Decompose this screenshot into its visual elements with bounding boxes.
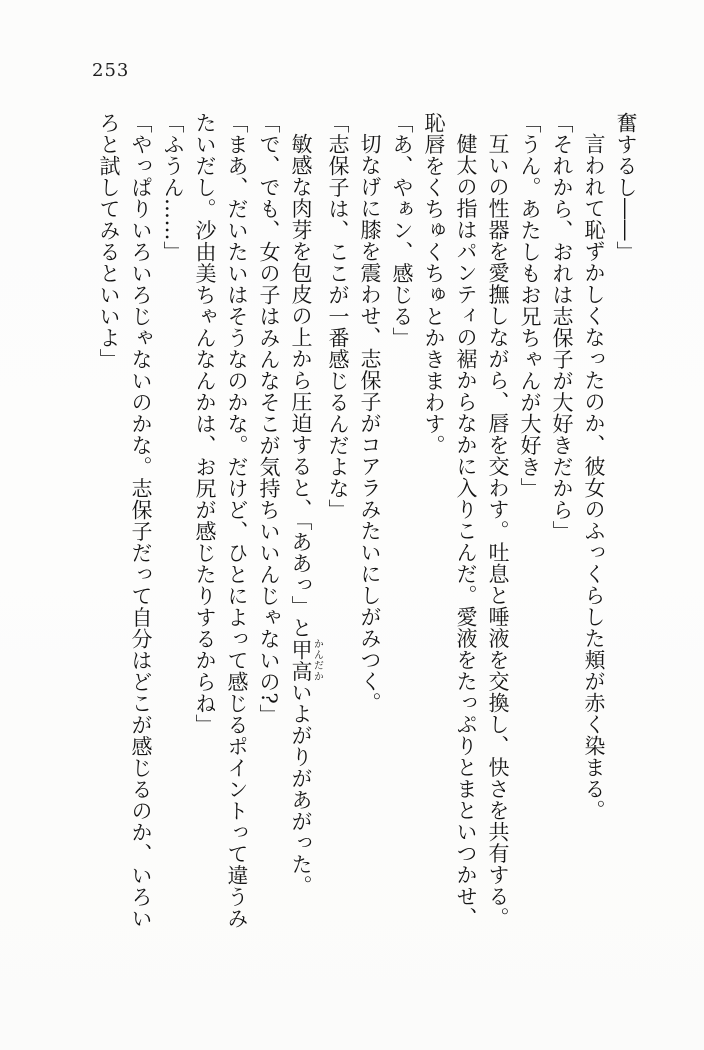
text-segment: 敏感な肉芽を包皮の上から圧迫すると、「ああっ」と — [289, 133, 313, 639]
text-column — [285, 112, 322, 958]
text-column: 言われて恥ずかしくなったのか、彼女のふっくらした頬が赤く染まる。 — [582, 133, 606, 821]
text-columns — [93, 112, 642, 958]
text-column: 「ふうん……」 — [161, 112, 185, 263]
ruby-annotation — [289, 638, 323, 682]
text-column: 健太の指はパンティの裾からなかに入りこんだ。愛液をたっぷりとまといつかせ、 — [454, 133, 478, 929]
text-column: 「あ、やぁン、感じる」 — [390, 112, 414, 349]
text-column: 互いの性器を愛撫しながら、唇を交わす。吐息と唾液を交換し、快さを共有する。 — [486, 133, 510, 929]
page-number: 253 — [92, 60, 130, 81]
text-column: 「まあ、だいたいはそうなのかな。だけど、ひとによって感じるポイントって違うみ — [225, 112, 249, 929]
text-column: 恥唇をくちゅくちゅとかきまわす。 — [422, 112, 446, 456]
text-column: たいだし。沙由美ちゃんなんかは、お尻が感じたりするからね」 — [193, 112, 217, 736]
text-column: 「で、でも、女の子はみんなそこが気持ちいいんじゃないの?」 — [257, 112, 281, 726]
text-column: 切なげに膝を震わせ、志保子がコアラみたいにしがみつく。 — [358, 133, 382, 714]
text-column: ろと試してみるといいよ」 — [97, 112, 121, 370]
ruby-base: 甲高 — [289, 638, 313, 682]
text-segment: いよがりがあがった。 — [289, 681, 313, 897]
text-column: 「うん。あたしもお兄ちゃんが大好き」 — [518, 112, 542, 499]
text-column: 「それから、おれは志保子が大好きだから」 — [550, 112, 574, 542]
text-column: 「志保子は、ここが一番感じるんだよな」 — [326, 112, 350, 521]
ruby-text: かんだか — [311, 638, 323, 682]
text-column: 奮するし――」 — [614, 112, 638, 263]
text-column: 「やっぱりいろいろじゃないのかな。志保子だって自分はどこが感じるのか、いろい — [129, 112, 153, 929]
